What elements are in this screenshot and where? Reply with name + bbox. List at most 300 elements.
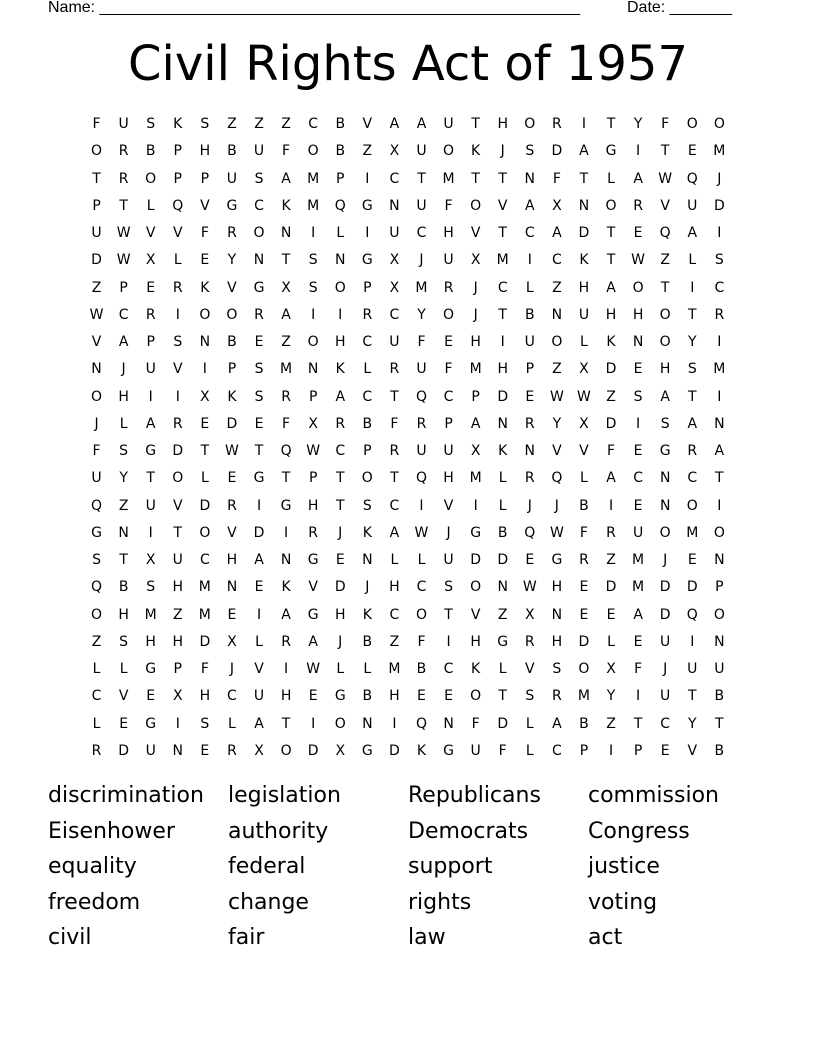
grid-letter: J — [663, 661, 668, 677]
grid-letter: D — [334, 579, 346, 596]
grid-letter: R — [416, 415, 427, 432]
grid-letter: S — [254, 170, 264, 187]
grid-letter: W — [577, 388, 591, 405]
grid-letter: P — [173, 143, 182, 160]
grid-letter: N — [199, 334, 211, 350]
grid-letter: J — [229, 661, 234, 677]
grid-letter: U — [660, 688, 671, 705]
grid-letter: I — [311, 225, 316, 241]
grid-letter: L — [688, 252, 697, 269]
grid-letter: A — [281, 306, 291, 323]
grid-letter: L — [228, 715, 236, 732]
grid-letter: C — [389, 306, 400, 323]
grid-letter: I — [202, 361, 207, 378]
grid-letter: U — [416, 197, 427, 214]
grid-letter: D — [199, 633, 211, 650]
grid-letter: W — [306, 443, 321, 459]
grid-letter: Q — [415, 715, 427, 732]
grid-letter: E — [633, 225, 643, 241]
grid-letter: A — [470, 415, 481, 432]
grid-letter: O — [334, 715, 346, 732]
grid-letter: N — [118, 524, 129, 541]
grid-row — [83, 576, 733, 603]
grid-letter: S — [525, 143, 535, 160]
grid-letter: S — [714, 252, 724, 269]
grid-letter: S — [552, 661, 562, 677]
grid-letter: L — [200, 470, 209, 487]
grid-letter: K — [173, 116, 183, 132]
grid-letter: I — [338, 306, 343, 323]
grid-row — [83, 304, 733, 331]
word-list-item: equality — [48, 854, 137, 879]
grid-letter: I — [500, 334, 505, 350]
grid-letter: C — [443, 388, 454, 405]
grid-letter: I — [392, 715, 397, 732]
grid-letter: X — [254, 742, 264, 759]
grid-letter: S — [146, 116, 156, 132]
grid-letter: E — [525, 388, 535, 405]
grid-letter: A — [579, 143, 589, 160]
grid-letter: O — [659, 306, 671, 323]
grid-letter: P — [92, 197, 101, 214]
grid-row — [83, 713, 733, 740]
grid-letter: Y — [119, 470, 128, 487]
grid-letter: Q — [659, 225, 671, 241]
grid-letter: I — [365, 170, 370, 187]
grid-letter: G — [361, 742, 373, 759]
grid-row — [83, 277, 733, 304]
grid-letter: Z — [118, 497, 129, 514]
grid-letter: J — [365, 579, 370, 596]
word-list-item: Democrats — [408, 818, 529, 844]
grid-letter: D — [686, 579, 698, 596]
grid-letter: U — [687, 197, 698, 214]
word-list — [48, 780, 768, 958]
grid-letter: D — [605, 579, 617, 596]
grid-letter: B — [714, 742, 725, 759]
grid-letter: J — [338, 633, 343, 650]
grid-letter: J — [554, 497, 559, 514]
grid-letter: P — [173, 170, 182, 187]
grid-letter: V — [227, 279, 237, 296]
word-list-item: authority — [228, 818, 329, 844]
grid-letter: H — [470, 334, 481, 350]
grid-letter: G — [91, 524, 102, 541]
grid-letter: N — [714, 415, 725, 432]
grid-letter: R — [118, 170, 129, 187]
grid-letter: O — [307, 143, 319, 160]
grid-letter: U — [443, 116, 454, 132]
grid-letter: G — [253, 279, 265, 296]
grid-letter: H — [497, 361, 508, 378]
grid-letter: C — [389, 170, 400, 187]
grid-letter: E — [200, 252, 210, 269]
grid-letter: D — [605, 361, 617, 378]
grid-letter: C — [389, 497, 400, 514]
grid-row — [83, 140, 733, 167]
grid-letter: K — [227, 388, 237, 405]
grid-letter: E — [227, 606, 237, 623]
grid-letter: E — [254, 334, 264, 350]
grid-letter: S — [308, 279, 318, 296]
grid-letter: H — [578, 279, 590, 296]
grid-letter: I — [175, 306, 180, 323]
grid-letter: T — [173, 524, 183, 541]
grid-letter: B — [118, 579, 129, 596]
grid-letter: C — [497, 279, 508, 296]
grid-letter: V — [172, 497, 183, 514]
grid-letter: C — [227, 688, 237, 705]
grid-letter: E — [200, 742, 210, 759]
grid-letter: M — [198, 579, 211, 596]
grid-letter: L — [173, 252, 182, 269]
grid-letter: I — [311, 306, 316, 323]
grid-letter: J — [500, 143, 505, 160]
grid-letter: X — [389, 143, 400, 160]
grid-letter: T — [660, 143, 670, 160]
grid-letter: G — [307, 552, 319, 568]
grid-letter: S — [633, 388, 643, 405]
grid-letter: H — [307, 497, 319, 514]
grid-letter: I — [419, 497, 424, 514]
grid-letter: T — [579, 170, 589, 187]
grid-letter: S — [119, 443, 129, 459]
grid-letter: W — [549, 388, 564, 405]
word-list-item: rights — [408, 889, 472, 915]
grid-letter: R — [335, 415, 346, 432]
grid-letter: F — [661, 116, 670, 132]
grid-letter: F — [92, 443, 101, 459]
grid-letter: L — [580, 470, 588, 487]
grid-letter: I — [717, 388, 722, 405]
grid-letter: N — [497, 579, 508, 596]
grid-letter: D — [551, 143, 563, 160]
grid-letter: W — [631, 252, 646, 269]
grid-letter: S — [254, 388, 264, 405]
grid-letter: A — [416, 116, 427, 132]
grid-letter: A — [525, 197, 535, 214]
grid-letter: V — [254, 661, 264, 677]
grid-letter: E — [146, 279, 156, 296]
grid-letter: N — [226, 579, 238, 596]
grid-letter: V — [470, 225, 481, 241]
grid-letter: H — [497, 116, 508, 132]
grid-letter: F — [579, 524, 588, 541]
grid-letter: C — [633, 470, 643, 487]
grid-letter: X — [335, 742, 346, 759]
grid-letter: C — [416, 225, 427, 241]
grid-letter: N — [551, 606, 563, 623]
grid-letter: A — [389, 116, 400, 132]
grid-letter: N — [280, 552, 292, 568]
grid-letter: B — [714, 688, 725, 705]
grid-letter: L — [498, 661, 507, 677]
grid-letter: K — [281, 197, 291, 214]
grid-row — [83, 413, 733, 440]
grid-letter: E — [227, 470, 237, 487]
grid-letter: W — [116, 225, 131, 241]
grid-letter: A — [660, 388, 670, 405]
grid-letter: K — [281, 579, 291, 596]
grid-letter: Z — [497, 606, 508, 623]
grid-letter: B — [416, 661, 427, 677]
grid-letter: G — [497, 633, 509, 650]
grid-letter: R — [145, 306, 156, 323]
grid-letter: D — [497, 715, 509, 732]
grid-letter: I — [636, 415, 641, 432]
grid-letter: O — [470, 579, 482, 596]
grid-letter: L — [119, 661, 128, 677]
grid-letter: T — [660, 279, 670, 296]
grid-letter: I — [284, 524, 289, 541]
grid-letter: H — [389, 579, 400, 596]
grid-letter: U — [145, 361, 156, 378]
grid-letter: S — [119, 633, 129, 650]
grid-letter: U — [226, 170, 238, 187]
grid-letter: S — [173, 334, 183, 350]
grid-letter: O — [199, 524, 211, 541]
grid-letter: T — [146, 470, 155, 487]
grid-letter: H — [118, 606, 129, 623]
grid-letter: A — [687, 415, 698, 432]
grid-letter: L — [498, 470, 507, 487]
grid-letter: X — [200, 388, 210, 405]
grid-letter: R — [362, 306, 373, 323]
grid-letter: H — [551, 579, 563, 596]
grid-letter: N — [362, 715, 373, 732]
grid-letter: I — [148, 388, 153, 405]
grid-row — [83, 658, 733, 685]
grid-letter: D — [659, 579, 671, 596]
grid-letter: F — [390, 415, 399, 432]
grid-letter: M — [632, 552, 645, 568]
grid-letter: J — [419, 252, 424, 269]
grid-letter: Q — [551, 470, 563, 487]
grid-letter: L — [336, 661, 345, 677]
grid-letter: Z — [281, 334, 291, 350]
grid-letter: X — [552, 197, 562, 214]
grid-letter: F — [417, 633, 426, 650]
grid-row — [83, 467, 733, 494]
grid-letter: A — [714, 443, 725, 459]
word-list-item: act — [588, 925, 623, 950]
grid-letter: B — [227, 334, 237, 350]
grid-letter: M — [469, 361, 482, 378]
grid-letter: O — [172, 470, 184, 487]
grid-letter: L — [498, 497, 507, 514]
grid-letter: Q — [91, 497, 103, 514]
grid-letter: O — [361, 470, 373, 487]
grid-letter: P — [146, 334, 155, 350]
grid-letter: O — [91, 606, 103, 623]
grid-letter: A — [633, 606, 643, 623]
grid-letter: K — [579, 252, 589, 269]
grid-letter: E — [633, 361, 643, 378]
grid-letter: M — [307, 170, 320, 187]
grid-letter: R — [552, 116, 562, 132]
grid-letter: S — [92, 552, 101, 568]
grid-letter: E — [335, 552, 345, 568]
grid-letter: N — [551, 306, 563, 323]
grid-letter: H — [334, 606, 346, 623]
grid-letter: U — [660, 633, 671, 650]
grid-letter: B — [335, 143, 346, 160]
grid-letter: O — [578, 661, 590, 677]
grid-letter: X — [389, 252, 400, 269]
grid-letter: E — [254, 579, 264, 596]
grid-letter: V — [470, 606, 481, 623]
grid-letter: H — [199, 143, 211, 160]
word-list-item: Republicans — [408, 783, 541, 808]
grid-letter: U — [145, 497, 156, 514]
grid-letter: P — [471, 388, 480, 405]
grid-letter: N — [443, 715, 454, 732]
grid-letter: A — [552, 715, 562, 732]
grid-letter: V — [308, 579, 318, 596]
grid-letter: B — [524, 306, 535, 323]
grid-letter: L — [92, 715, 101, 732]
grid-letter: F — [444, 197, 453, 214]
grid-letter: C — [199, 552, 210, 568]
grid-letter: O — [253, 225, 265, 241]
grid-letter: Q — [415, 388, 427, 405]
grid-letter: B — [227, 143, 237, 160]
word-list-item: law — [408, 925, 446, 950]
grid-letter: D — [578, 225, 590, 241]
grid-row — [83, 249, 733, 276]
grid-letter: P — [363, 443, 372, 459]
grid-letter: X — [172, 688, 183, 705]
grid-letter: N — [659, 497, 671, 514]
grid-letter: L — [607, 170, 615, 187]
grid-letter: A — [308, 633, 318, 650]
grid-letter: L — [146, 197, 155, 214]
grid-letter: R — [227, 497, 237, 514]
grid-letter: G — [361, 197, 373, 214]
grid-letter: E — [579, 579, 589, 596]
grid-letter: D — [253, 524, 265, 541]
grid-letter: V — [145, 225, 156, 241]
grid-letter: F — [200, 661, 209, 677]
grid-letter: M — [469, 470, 482, 487]
grid-letter: R — [389, 443, 400, 459]
grid-letter: D — [307, 742, 319, 759]
grid-letter: Z — [254, 116, 264, 132]
grid-letter: O — [470, 197, 482, 214]
grid-letter: E — [606, 606, 616, 623]
grid-letter: H — [659, 361, 671, 378]
grid-letter: X — [579, 361, 589, 378]
grid-letter: I — [690, 633, 695, 650]
grid-letter: O — [91, 143, 103, 160]
grid-letter: B — [362, 415, 373, 432]
grid-letter: Z — [172, 606, 183, 623]
grid-letter: V — [579, 443, 589, 459]
grid-letter: C — [308, 116, 319, 132]
grid-letter: X — [579, 415, 589, 432]
grid-letter: C — [443, 661, 454, 677]
grid-letter: H — [470, 633, 481, 650]
grid-letter: C — [714, 279, 725, 296]
grid-letter: K — [200, 279, 210, 296]
grid-letter: F — [471, 715, 480, 732]
grid-letter: E — [660, 742, 670, 759]
grid-letter: X — [524, 606, 535, 623]
grid-letter: R — [524, 633, 535, 650]
grid-letter: L — [255, 633, 263, 650]
grid-letter: U — [578, 306, 590, 323]
grid-letter: D — [497, 388, 509, 405]
grid-letter: C — [660, 715, 671, 732]
grid-letter: D — [470, 552, 482, 568]
grid-letter: P — [633, 742, 643, 759]
grid-letter: D — [226, 415, 238, 432]
grid-letter: S — [687, 361, 697, 378]
grid-row — [83, 331, 733, 358]
grid-letter: O — [686, 116, 698, 132]
grid-letter: U — [632, 524, 644, 541]
grid-letter: P — [525, 361, 535, 378]
grid-letter: G — [470, 524, 482, 541]
grid-letter: T — [498, 170, 507, 187]
grid-letter: I — [581, 116, 587, 132]
word-list-item: change — [228, 889, 309, 915]
grid-letter: T — [417, 170, 426, 187]
grid-letter: M — [198, 606, 211, 623]
grid-letter: K — [362, 524, 372, 541]
grid-row — [83, 168, 733, 195]
grid-letter: V — [552, 443, 562, 459]
grid-letter: T — [498, 306, 507, 323]
grid-letter: W — [306, 661, 321, 677]
grid-letter: F — [282, 143, 291, 160]
grid-letter: L — [92, 661, 101, 677]
grid-letter: H — [145, 633, 156, 650]
grid-letter: V — [660, 197, 670, 214]
grid-letter: L — [390, 552, 399, 568]
grid-letter: E — [417, 688, 426, 705]
grid-letter: P — [336, 170, 345, 187]
word-search-grid — [83, 113, 733, 767]
grid-letter: D — [578, 633, 590, 650]
grid-letter: O — [659, 524, 671, 541]
word-list-item: fair — [228, 925, 265, 950]
grid-letter: L — [363, 661, 372, 677]
grid-letter: F — [200, 225, 209, 241]
grid-letter: V — [91, 334, 102, 350]
grid-letter: W — [89, 306, 104, 323]
grid-letter: H — [280, 688, 292, 705]
grid-letter: P — [173, 661, 182, 677]
grid-letter: B — [145, 143, 156, 160]
grid-letter: T — [715, 470, 724, 487]
grid-letter: T — [471, 116, 480, 132]
grid-row — [83, 740, 733, 767]
grid-letter: T — [498, 225, 507, 241]
word-list-item: justice — [588, 854, 660, 879]
grid-letter: V — [443, 497, 454, 514]
grid-letter: I — [175, 388, 180, 405]
grid-letter: W — [522, 579, 537, 596]
grid-letter: A — [118, 334, 129, 350]
grid-letter: D — [497, 552, 509, 568]
grid-letter: A — [606, 470, 616, 487]
grid-letter: N — [253, 252, 265, 269]
grid-letter: W — [225, 443, 239, 459]
grid-letter: T — [200, 443, 210, 459]
grid-letter: I — [473, 497, 478, 514]
grid-letter: E — [146, 688, 156, 705]
